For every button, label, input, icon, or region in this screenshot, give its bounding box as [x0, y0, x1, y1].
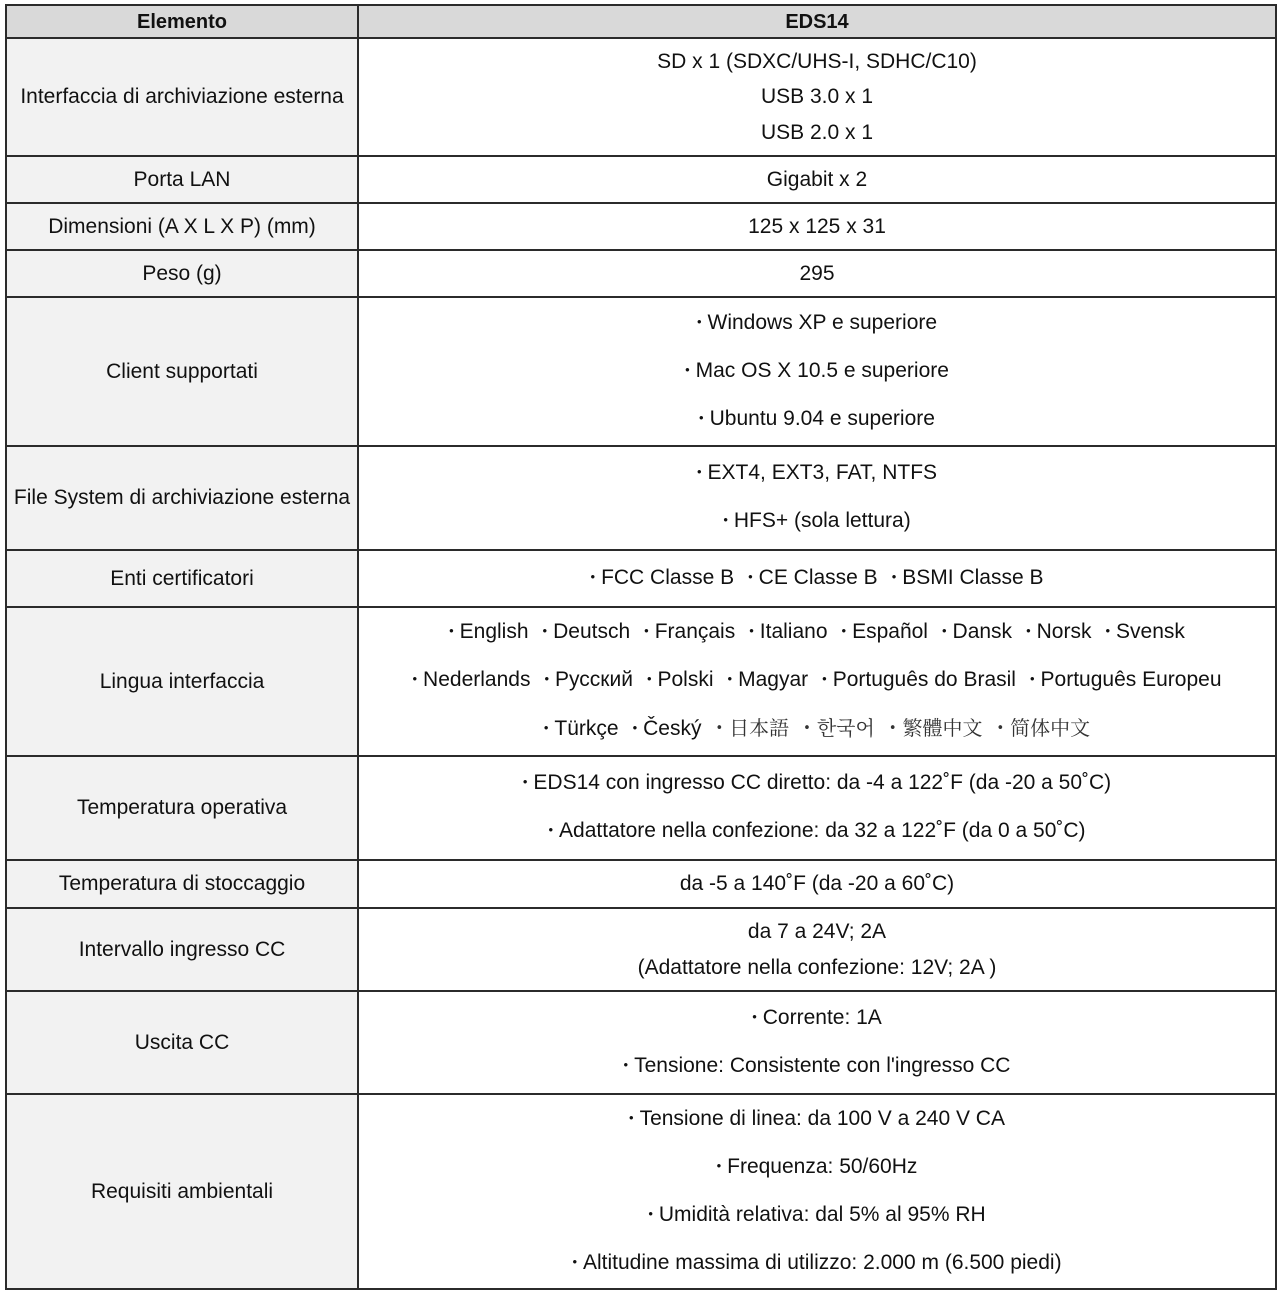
value-line: USB 2.0 x 1 — [760, 120, 874, 144]
table-row — [6, 297, 1276, 446]
bullet-line — [365, 995, 1269, 1043]
bullet-item: • Svensk — [1091, 620, 1184, 643]
bullet-item: • Altitudine massima di utilizzo: 2.000 m (6.500 piedi) — [572, 1251, 1061, 1274]
table-row — [6, 38, 1276, 156]
bullet-item: • Português Europeu — [1016, 668, 1222, 691]
bullet-item: • HFS+ (sola lettura) — [723, 509, 910, 532]
bullet-item: • Umidità relativa: dal 5% al 95% RH — [648, 1203, 985, 1226]
bullet-item: • English — [449, 620, 528, 643]
row-label: Temperatura di stoccaggio — [6, 860, 358, 908]
bullet-line — [365, 808, 1269, 856]
table-row — [6, 446, 1276, 550]
row-value — [358, 756, 1276, 860]
table-row — [6, 550, 1276, 607]
value-line: Gigabit x 2 — [766, 167, 868, 191]
bullet-item: • CE Classe B — [734, 566, 878, 589]
bullet-item: • Magyar — [714, 668, 809, 691]
bullet-item: • 繁體中文 — [875, 716, 983, 740]
bullet-item: • Français — [630, 620, 735, 643]
bullet-item: • Adattatore nella confezione: da 32 a 122˚F (da 0 a 50˚C) — [548, 819, 1085, 842]
row-value — [358, 156, 1276, 203]
bullet-item: • Corrente: 1A — [752, 1006, 882, 1029]
spec-table — [5, 4, 1277, 1290]
bullet-line — [365, 300, 1269, 348]
bullet-line — [365, 1096, 1269, 1144]
row-label: File System di archiviazione esterna — [6, 446, 358, 550]
header-model: EDS14 — [358, 5, 1276, 38]
bullet-item: • Tensione: Consistente con l'ingresso CC — [624, 1054, 1011, 1077]
row-value — [358, 607, 1276, 756]
table-row — [6, 203, 1276, 250]
header-elemento: Elemento — [6, 5, 358, 38]
bullet-line — [365, 450, 1269, 498]
row-value — [358, 297, 1276, 446]
bullet-line — [365, 396, 1269, 444]
row-label: Peso (g) — [6, 250, 358, 297]
table-row — [6, 607, 1276, 756]
value-line: da -5 a 140˚F (da -20 a 60˚C) — [679, 872, 955, 896]
bullet-line — [365, 760, 1269, 808]
bullet-item: • BSMI Classe B — [878, 566, 1044, 589]
bullet-item: • Español — [828, 620, 928, 643]
table-row — [6, 991, 1276, 1094]
row-label: Intervallo ingresso CC — [6, 908, 358, 991]
row-label: Lingua interfaccia — [6, 607, 358, 756]
bullet-item: • Windows XP e superiore — [697, 311, 937, 334]
bullet-line — [365, 609, 1269, 657]
bullet-line — [365, 498, 1269, 546]
bullet-line — [365, 555, 1269, 603]
row-label: Temperatura operativa — [6, 756, 358, 860]
bullet-line — [365, 1192, 1269, 1240]
bullet-line — [365, 1240, 1269, 1288]
row-label: Uscita CC — [6, 991, 358, 1094]
table-row — [6, 250, 1276, 297]
row-value — [358, 991, 1276, 1094]
bullet-item: • 한국어 — [789, 716, 875, 740]
row-label: Requisiti ambientali — [6, 1094, 358, 1289]
bullet-line — [365, 657, 1269, 705]
bullet-item: • EXT4, EXT3, FAT, NTFS — [697, 461, 937, 484]
bullet-line — [365, 1144, 1269, 1192]
row-value — [358, 1094, 1276, 1289]
bullet-item: • Türkçe — [544, 717, 619, 740]
table-row — [6, 756, 1276, 860]
bullet-item: • Nederlands — [412, 668, 530, 691]
bullet-item: • Český — [619, 717, 702, 740]
value-line: SD x 1 (SDXC/UHS-I, SDHC/C10) — [657, 49, 977, 73]
bullet-line — [365, 1043, 1269, 1091]
bullet-item: • 简体中文 — [982, 716, 1090, 740]
bullet-item: • Dansk — [928, 620, 1012, 643]
bullet-item: • Frequenza: 50/60Hz — [717, 1155, 918, 1178]
row-value — [358, 446, 1276, 550]
value-line: (Adattatore nella confezione: 12V; 2A ) — [637, 955, 997, 979]
row-label: Porta LAN — [6, 156, 358, 203]
value-line: 125 x 125 x 31 — [748, 214, 886, 238]
value-line: USB 3.0 x 1 — [760, 85, 874, 109]
row-value — [358, 38, 1276, 156]
bullet-item: • Ubuntu 9.04 e superiore — [699, 407, 935, 430]
table-row — [6, 156, 1276, 203]
bullet-item: • Deutsch — [529, 620, 631, 643]
row-value — [358, 908, 1276, 991]
table-row — [6, 1094, 1276, 1289]
bullet-line — [365, 348, 1269, 396]
bullet-item: • EDS14 con ingresso CC diretto: da -4 a 122˚F (da -20 a 50˚C) — [523, 771, 1111, 794]
row-value — [358, 203, 1276, 250]
bullet-item: • Norsk — [1012, 620, 1091, 643]
table-row — [6, 860, 1276, 908]
row-label: Interfaccia di archiviazione esterna — [6, 38, 358, 156]
bullet-line — [365, 705, 1269, 755]
bullet-item: • Italiano — [735, 620, 827, 643]
bullet-item: • Tensione di linea: da 100 V a 240 V CA — [629, 1107, 1005, 1130]
bullet-item: • Mac OS X 10.5 e superiore — [685, 359, 949, 382]
row-label: Client supportati — [6, 297, 358, 446]
value-line: da 7 a 24V; 2A — [747, 920, 887, 943]
row-label: Dimensioni (A X L X P) (mm) — [6, 203, 358, 250]
bullet-item: • 日本語 — [702, 716, 790, 740]
row-value — [358, 250, 1276, 297]
row-label: Enti certificatori — [6, 550, 358, 607]
row-value — [358, 550, 1276, 607]
bullet-item: • FCC Classe B — [591, 566, 735, 589]
value-line: 295 — [799, 261, 835, 285]
header-row — [6, 5, 1276, 38]
row-value — [358, 860, 1276, 908]
table-row — [6, 908, 1276, 991]
bullet-item: • Русский — [530, 668, 632, 691]
bullet-item: • Português do Brasil — [808, 668, 1016, 691]
bullet-item: • Polski — [633, 668, 714, 691]
